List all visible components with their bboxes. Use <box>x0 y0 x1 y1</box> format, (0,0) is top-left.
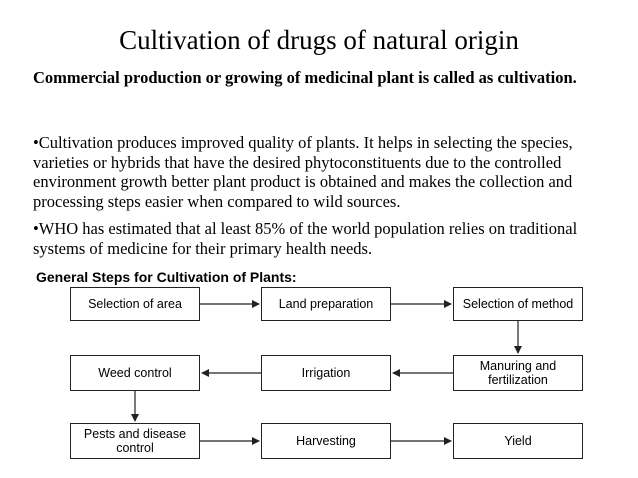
step-label: Weed control <box>98 366 172 380</box>
slide-subtitle: Commercial production or growing of medicinal plant is called as cultivation. <box>33 68 577 87</box>
step-label: Harvesting <box>296 434 356 448</box>
step-label-line1: Pests and disease <box>83 427 187 441</box>
step-label: Selection of area <box>88 297 182 311</box>
step-selection-of-area <box>70 287 200 321</box>
step-manuring-and-fertilization <box>453 355 583 391</box>
step-label: Selection of method <box>462 297 574 311</box>
step-harvesting <box>261 423 391 459</box>
step-selection-of-method <box>453 287 583 321</box>
step-pests-and-disease-control <box>70 423 200 459</box>
step-label: Irrigation <box>301 366 351 380</box>
step-label: Yield <box>504 434 532 448</box>
bullet-who-estimate: •WHO has estimated that al least 85% of the world population relies on traditional systems of medicine for their primary health needs. <box>33 219 578 258</box>
step-label-line1: Manuring and <box>479 359 557 373</box>
step-label-line2: fertilization <box>488 373 548 387</box>
step-irrigation <box>261 355 391 391</box>
step-land-preparation <box>261 287 391 321</box>
flowchart-title: General Steps for Cultivation of Plants: <box>36 269 297 285</box>
step-weed-control <box>70 355 200 391</box>
slide-title: Cultivation of drugs of natural origin <box>119 25 519 55</box>
bullet-cultivation-benefits: •Cultivation produces improved quality of plants. It helps in selecting the species, varieties or hybrids that have the desired phytoconstituents due to the controlled environment growth better plant product is obtained and makes the collection and processing steps easier when compared to wild sources. <box>33 133 573 211</box>
step-label-line2: control <box>116 441 154 455</box>
step-label: Land preparation <box>278 297 374 311</box>
step-yield <box>453 423 583 459</box>
